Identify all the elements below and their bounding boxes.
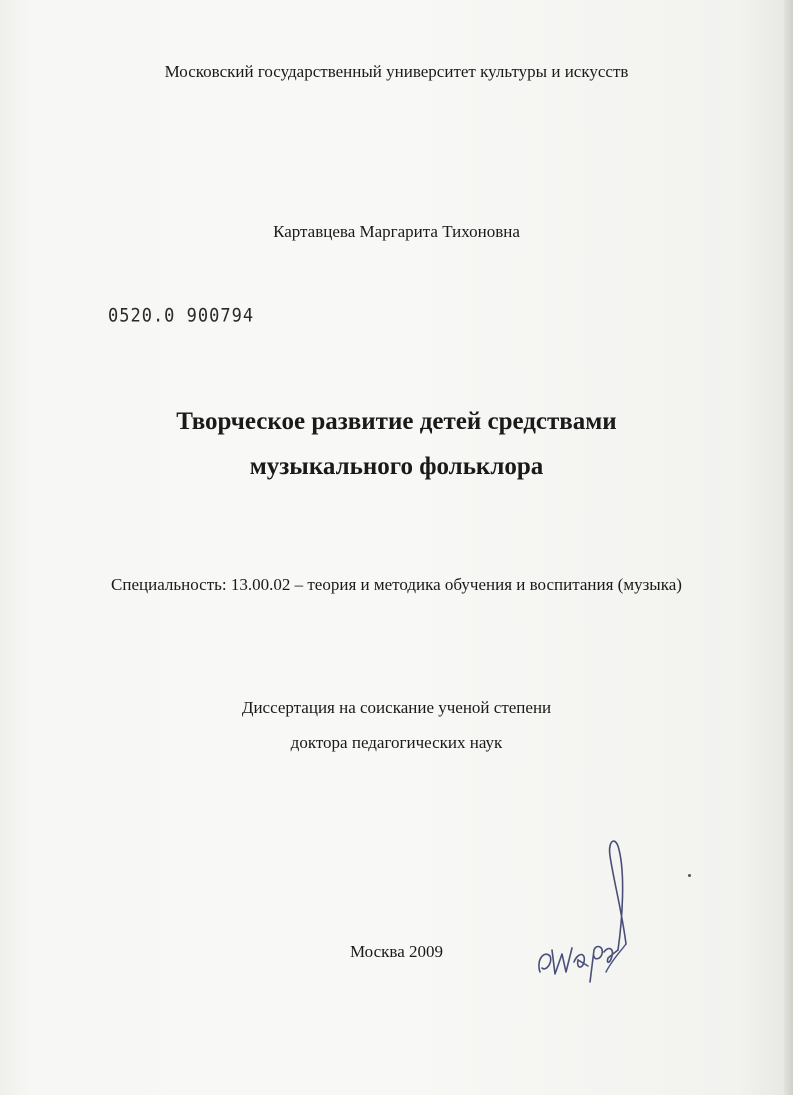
specialty-line: Специальность: 13.00.02 – теория и методика обучения и воспитания (музыка) [111,575,682,594]
university-name: Московский государственный университет культуры и искусств [164,62,629,81]
author-name: Картавцева Маргарита Тихоновна [273,222,520,241]
degree-line-2: доктора педагогических наук [290,733,503,752]
library-stamp-number: 0520.0 900794 [108,305,255,327]
scan-speck [688,874,691,877]
scan-edge-shadow [784,0,793,1095]
city-year: Москва 2009 [349,942,444,961]
handwritten-signature [522,832,642,990]
dissertation-title-line-2: музыкального фольклора [249,453,544,480]
degree-line-1: Диссертация на соискание ученой степени [241,698,552,717]
dissertation-title-line-1: Творческое развитие детей средствами [176,408,617,435]
